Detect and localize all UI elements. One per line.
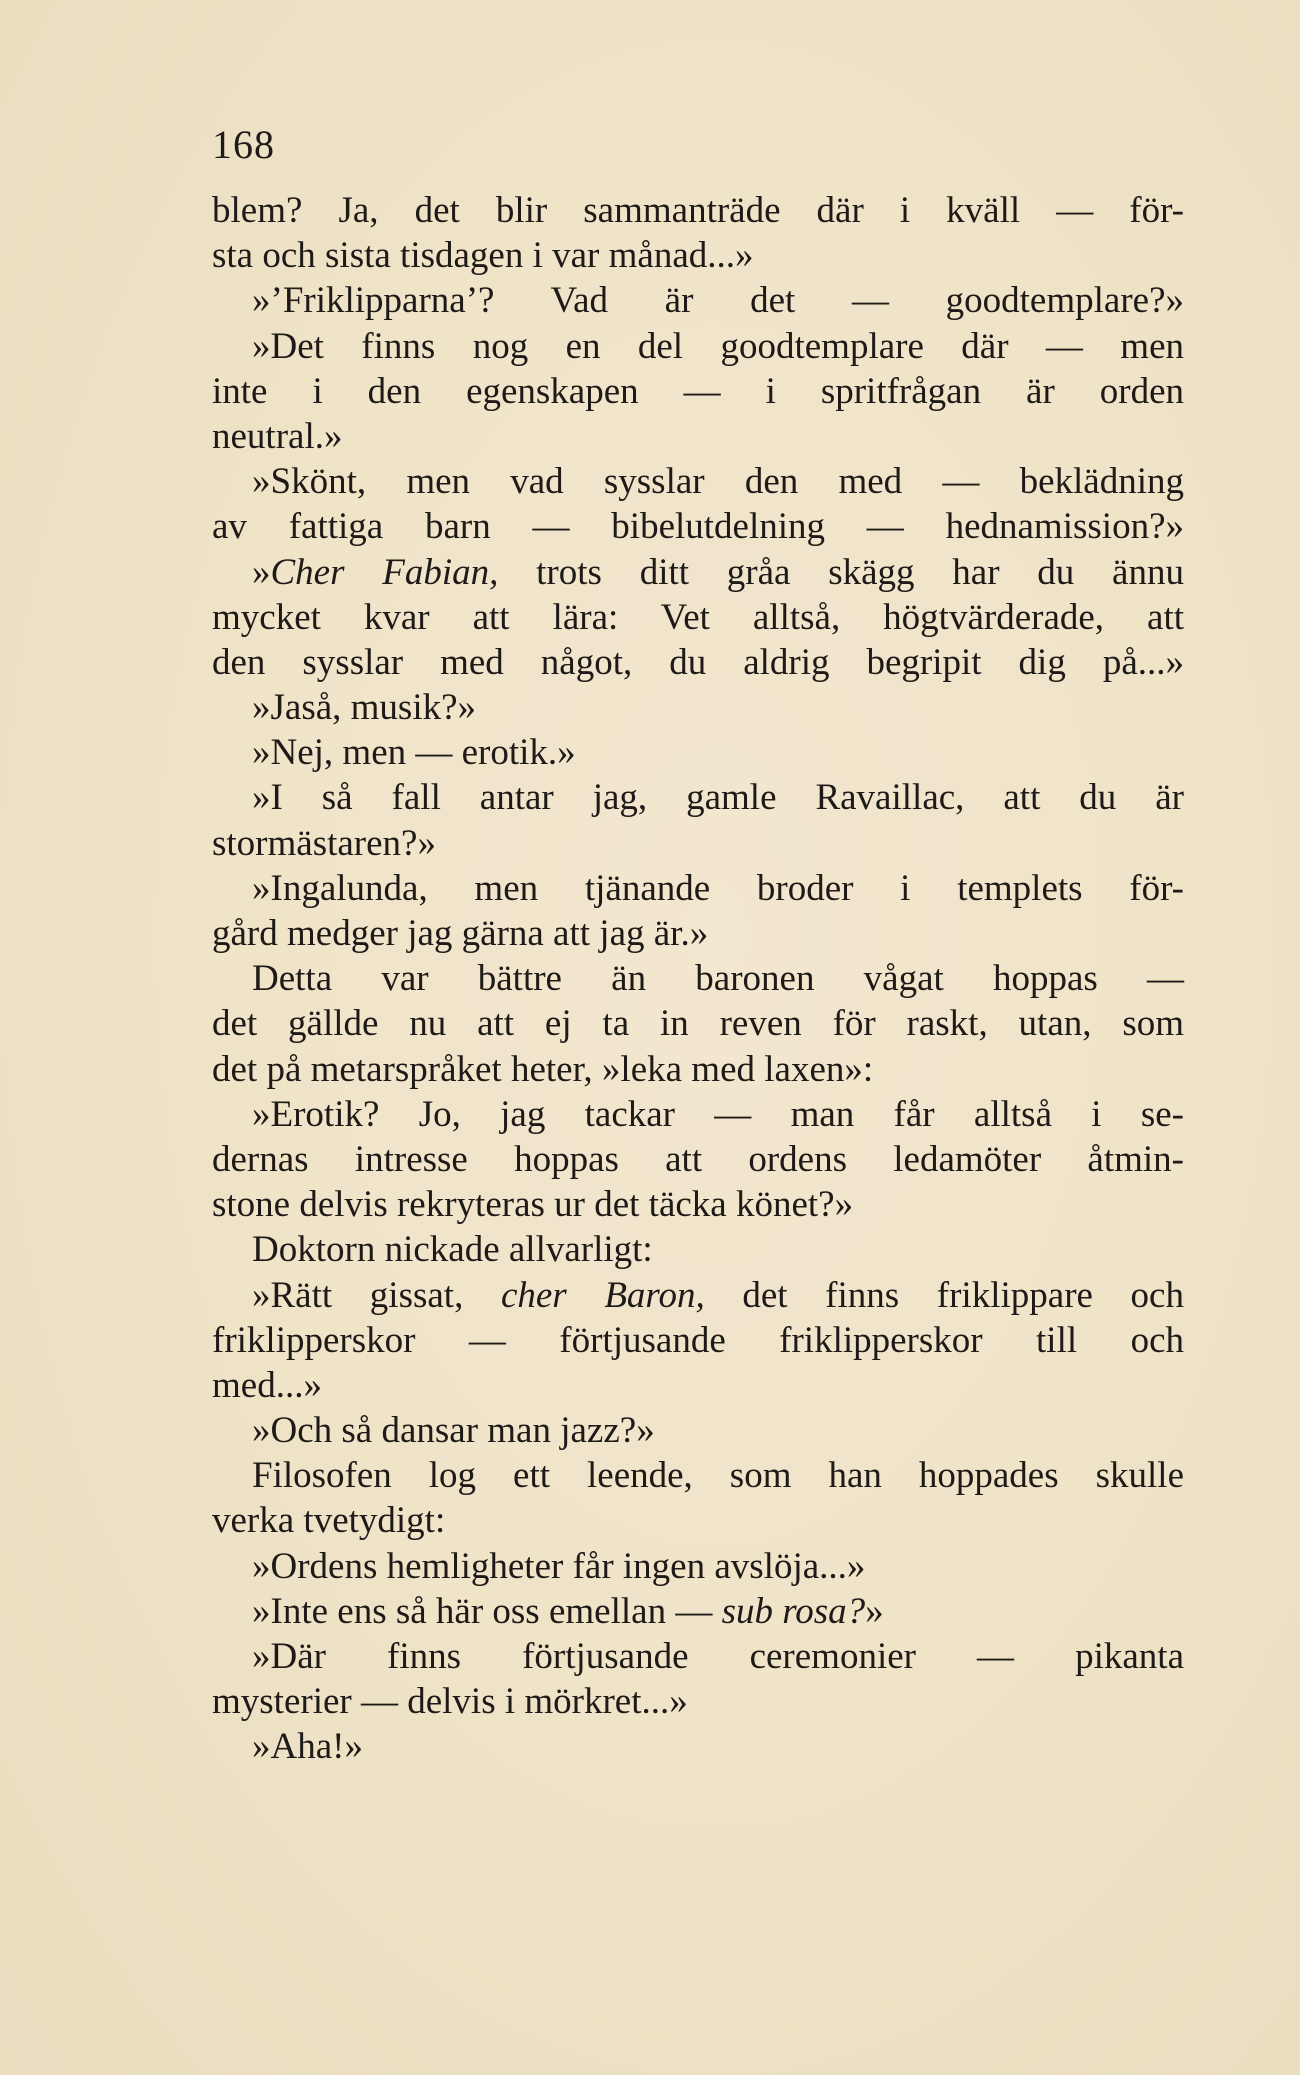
text-line xyxy=(212,1679,1184,1724)
text-line xyxy=(212,685,1184,730)
text-line xyxy=(212,324,1184,369)
text-segment: Filosofen log ett leende, som han hoppades skulle xyxy=(252,1455,1184,1497)
text-segment: det gällde nu att ej ta in reven för raskt, utan, som xyxy=(212,1003,1184,1045)
text-line xyxy=(212,1182,1184,1227)
body-text xyxy=(212,188,1184,1770)
text-line xyxy=(212,1001,1184,1046)
text-segment: »Nej, men — erotik.» xyxy=(252,732,576,774)
text-line xyxy=(212,1318,1184,1363)
text-line xyxy=(212,1408,1184,1453)
text-line xyxy=(212,1453,1184,1498)
text-segment: »’Friklipparna’? Vad är det — goodtemplare?» xyxy=(252,280,1184,322)
text-segment: gård medger jag gärna att jag är.» xyxy=(212,913,709,954)
text-segment: trots ditt gråa skägg har du ännu xyxy=(498,551,1184,593)
text-segment: Doktorn nickade allvarligt: xyxy=(252,1229,653,1271)
text-segment: blem? Ja, det blir sammanträde där i kväll — för- xyxy=(212,190,1184,231)
text-line xyxy=(212,730,1184,775)
text-line xyxy=(212,1724,1184,1769)
text-line xyxy=(212,1047,1184,1092)
text-line xyxy=(212,866,1184,911)
text-line xyxy=(212,233,1184,278)
text-segment: »Rätt gissat, xyxy=(252,1274,501,1316)
text-line xyxy=(212,775,1184,820)
text-line xyxy=(212,550,1184,595)
text-segment: med...» xyxy=(212,1364,322,1406)
text-line xyxy=(212,595,1184,640)
italic-text: Cher Fabian, xyxy=(270,551,499,593)
text-segment: »Och så dansar man jazz?» xyxy=(252,1410,655,1452)
text-line xyxy=(212,1092,1184,1137)
text-line xyxy=(212,459,1184,504)
text-segment: dernas intresse hoppas att ordens ledamöter åtmin- xyxy=(212,1138,1184,1180)
text-segment: »Skönt, men vad sysslar den med — beklädning xyxy=(252,461,1184,503)
text-line xyxy=(212,821,1184,866)
page-number: 168 xyxy=(212,122,275,167)
text-segment: »Jaså, musik?» xyxy=(252,687,477,729)
text-segment: inte i den egenskapen — i spritfrågan är orden xyxy=(212,370,1184,412)
text-segment: »Ordens hemligheter får ingen avslöja...» xyxy=(252,1545,866,1587)
text-line xyxy=(212,504,1184,549)
text-segment: » xyxy=(252,551,271,593)
italic-text: cher Baron, xyxy=(500,1274,705,1316)
text-segment: »Inte ens så här oss emellan — xyxy=(252,1590,722,1632)
text-segment: »Där finns förtjusande ceremonier — pikanta xyxy=(252,1636,1184,1677)
text-segment: »I så fall antar jag, gamle Ravaillac, att du är xyxy=(252,777,1184,819)
text-segment: Detta var bättre än baronen vågat hoppas — xyxy=(252,958,1184,1000)
text-line xyxy=(212,414,1184,459)
text-line xyxy=(212,1227,1184,1272)
text-line xyxy=(212,911,1184,956)
text-line xyxy=(212,1363,1184,1408)
text-line xyxy=(212,956,1184,1001)
text-segment: den sysslar med något, du aldrig begripit dig på...» xyxy=(212,641,1184,683)
text-segment: verka tvetydigt: xyxy=(212,1500,446,1542)
text-line xyxy=(212,188,1184,233)
text-segment: stormästaren?» xyxy=(212,822,436,864)
text-segment: av fattiga barn — bibelutdelning — hednamission?» xyxy=(212,506,1184,548)
text-line xyxy=(212,1273,1184,1318)
text-segment: »Erotik? Jo, jag tackar — man får alltså i se- xyxy=(252,1093,1184,1135)
text-segment: det finns friklippare och xyxy=(704,1274,1184,1316)
text-line xyxy=(212,1544,1184,1589)
text-line xyxy=(212,640,1184,685)
text-segment: mysterier — delvis i mörkret...» xyxy=(212,1681,688,1723)
text-segment: » xyxy=(865,1590,884,1632)
text-segment: »Det finns nog en del goodtemplare där — men xyxy=(252,325,1184,367)
text-segment: det på metarspråket heter, »leka med laxen»: xyxy=(212,1048,874,1090)
text-line xyxy=(212,1498,1184,1543)
text-segment: »Ingalunda, men tjänande broder i templets för- xyxy=(252,867,1184,909)
text-segment: mycket kvar att lära: Vet alltså, högtvärderade, att xyxy=(212,596,1184,638)
text-segment: sta och sista tisdagen i var månad...» xyxy=(212,235,754,277)
text-line xyxy=(212,369,1184,414)
text-segment: stone delvis rekryteras ur det täcka könet?» xyxy=(212,1184,854,1226)
text-segment: friklipperskor — förtjusande friklipperskor till och xyxy=(212,1319,1184,1361)
text-segment: »Aha!» xyxy=(252,1726,363,1768)
text-line xyxy=(212,1634,1184,1679)
text-line xyxy=(212,1589,1184,1634)
text-line xyxy=(212,1137,1184,1182)
text-line xyxy=(212,278,1184,323)
text-segment: neutral.» xyxy=(212,415,343,457)
italic-text: sub rosa? xyxy=(721,1590,866,1632)
